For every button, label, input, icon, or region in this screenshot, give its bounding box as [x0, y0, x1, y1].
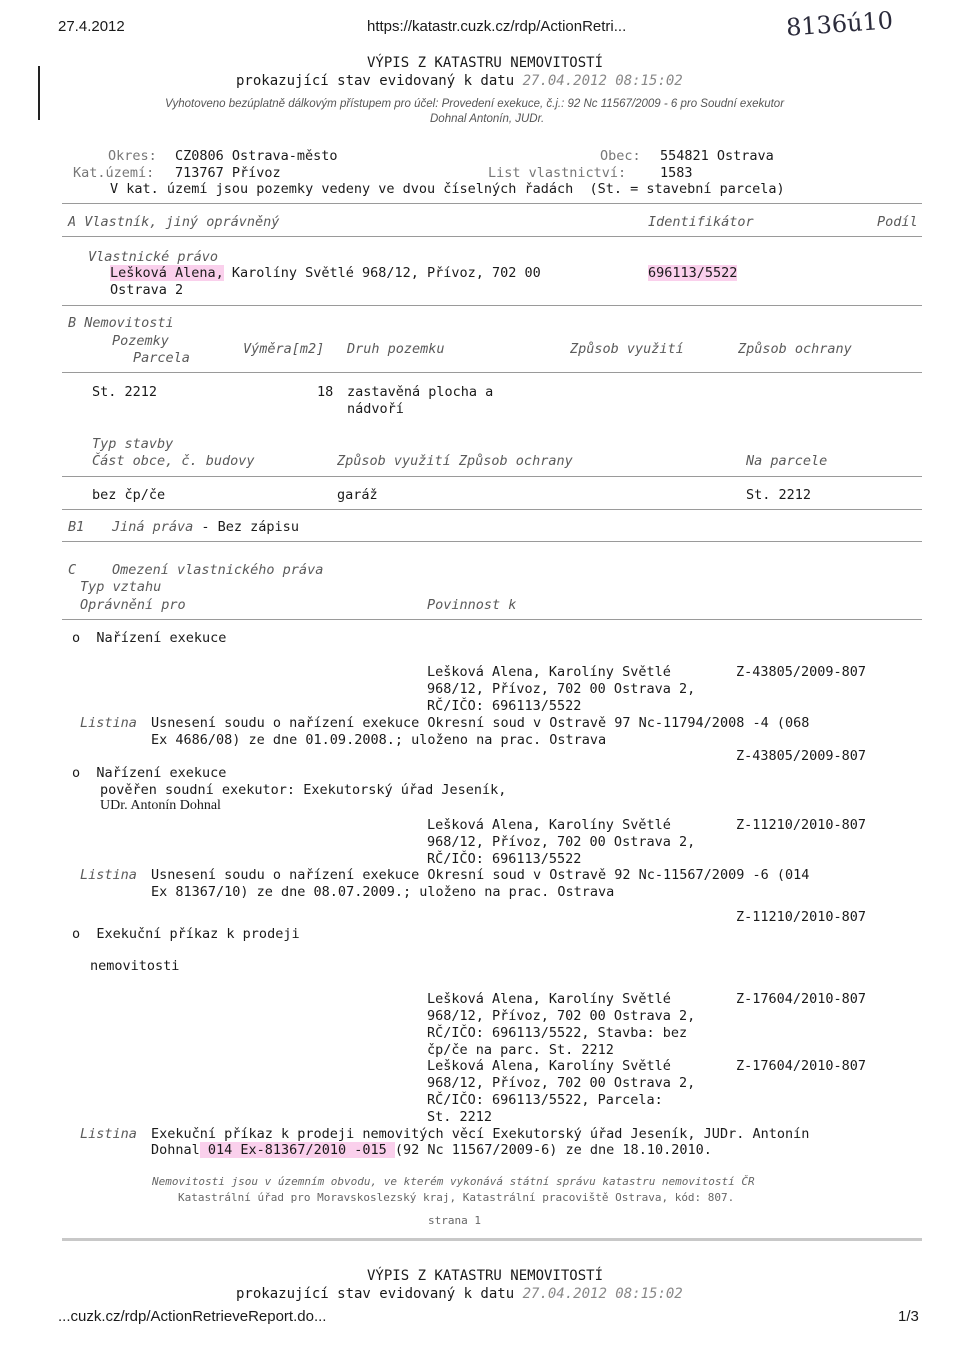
page-count: 1/3 — [898, 1308, 919, 1325]
entry-3-listina: Exekuční příkaz k prodeji nemovitých věcí Exekutorský úřad Jeseník, JUDr. Antonín — [151, 1126, 810, 1142]
owner-line: Lešková Alena, Karolíny Světlé 968/12, Přívoz, 702 00 — [110, 265, 541, 281]
entry-2-listina: Usnesení soudu o nařízení exekuce Okresní soud v Ostravě 92 Nc-11567/2009 -6 (014 — [151, 867, 810, 883]
entry-1-party-2: 968/12, Přívoz, 702 00 Ostrava 2, — [427, 681, 696, 697]
repeat-subtitle: prokazující stav evidovaný k datu 27.04.2012 08:15:02 — [236, 1286, 683, 1302]
cast-obce-header: Část obce, č. budovy — [92, 453, 255, 469]
page-subtitle: prokazující stav evidovaný k datu 27.04.2012 08:15:02 — [236, 73, 683, 89]
entry-2-line-1: pověřen soudní exekutor: Exekutorský úřad Jeseník, — [100, 782, 507, 798]
footer-note-2: Katastrální úřad pro Moravskoslezský kraj, Katastrální pracoviště Ostrava, kód: 807. — [178, 1191, 735, 1204]
entry-3-a-party-4: čp/če na parc. St. 2212 — [427, 1042, 614, 1058]
entry-3-a-party-3: RČ/IČO: 696113/5522, Stavba: bez — [427, 1025, 688, 1041]
owner-address-2: Ostrava 2 — [110, 282, 184, 298]
na-parcele-header: Na parcele — [746, 453, 828, 469]
owner-id: 696113/5522 — [648, 265, 738, 281]
lv-value: 1583 — [660, 165, 693, 181]
purpose-note-2: Dohnal Antonín, JUDr. — [430, 113, 545, 125]
vymera-header: Výměra[m2] — [243, 341, 325, 357]
obec-label: Obec: — [600, 148, 641, 164]
divider — [62, 476, 922, 477]
vyuziti-header: Způsob využití — [570, 341, 684, 357]
right-label: Vlastnické právo — [88, 249, 219, 265]
pozemky-header: Pozemky — [112, 333, 169, 349]
entry-3-a-party: Lešková Alena, Karolíny Světlé — [427, 991, 671, 1007]
ochrany-header: Způsob ochrany — [738, 341, 852, 357]
entry-2-ref-2: Z-11210/2010-807 — [736, 909, 867, 925]
okres-value: CZ0806 Ostrava-město — [175, 148, 338, 164]
parcela-header: Parcela — [133, 350, 190, 366]
entry-2-party: Lešková Alena, Karolíny Světlé — [427, 817, 671, 833]
entry-3-b-party-2: 968/12, Přívoz, 702 00 Ostrava 2, — [427, 1075, 696, 1091]
entry-2-ref: Z-11210/2010-807 — [736, 817, 867, 833]
entry-3-title: o Exekuční příkaz k prodeji — [72, 926, 300, 942]
lv-label: List vlastnictví: — [488, 165, 627, 181]
entry-2-title: o Nařízení exekuce — [72, 765, 227, 781]
repeat-title: VÝPIS Z KATASTRU NEMOVITOSTÍ — [367, 1268, 604, 1284]
building-number: bez čp/če — [92, 487, 166, 503]
kat-value: 713767 Přívoz — [175, 165, 281, 181]
entry-2-listina-label: Listina — [80, 867, 137, 883]
parcel-number: St. 2212 — [92, 384, 158, 400]
section-c-letter: C — [68, 562, 77, 578]
entry-1-ref: Z-43805/2009-807 — [736, 664, 867, 680]
entry-2-party-2: 968/12, Přívoz, 702 00 Ostrava 2, — [427, 834, 696, 850]
entry-3-title-2: nemovitosti — [90, 958, 180, 974]
entry-3-b-ref: Z-17604/2010-807 — [736, 1058, 867, 1074]
entry-1-listina: Usnesení soudu o nařízení exekuce Okresní soud v Ostravě 97 Nc-11794/2008 -4 (068 — [151, 715, 810, 731]
entry-3-b-party-4: St. 2212 — [427, 1109, 493, 1125]
building-use: garáž — [337, 487, 378, 503]
divider — [62, 509, 922, 510]
id-header: Identifikátor — [648, 214, 754, 230]
typ-vztahu-header: Typ vztahu — [80, 579, 162, 595]
land-type-2: nádvoří — [347, 401, 404, 417]
building-parcel: St. 2212 — [746, 487, 812, 503]
entry-3-b-party-3: RČ/IČO: 696113/5522, Parcela: — [427, 1092, 663, 1108]
okres-label: Okres: — [108, 148, 157, 164]
page-break — [62, 1238, 922, 1241]
margin-mark — [38, 66, 40, 120]
entry-1-party: Lešková Alena, Karolíny Světlé — [427, 664, 671, 680]
divider — [62, 541, 922, 542]
footer-note: Nemovitosti jsou v územním obvodu, ve kterém vykonává státní správu katastru nemovitostí ČR — [152, 1175, 755, 1188]
typ-stavby-header: Typ stavby — [92, 436, 174, 452]
entry-2-listina-2: Ex 81367/10) ze dne 08.07.2009.; uloženo na prac. Ostrava — [151, 884, 615, 900]
divider — [62, 619, 922, 620]
opravneni-header: Oprávnění pro — [80, 597, 186, 613]
section-a-title: A Vlastník, jiný oprávněný — [68, 214, 280, 230]
entry-3-a-ref: Z-17604/2010-807 — [736, 991, 867, 1007]
footer-url: ...cuzk.cz/rdp/ActionRetrieveReport.do... — [58, 1308, 327, 1325]
entry-2-line-2: UDr. Antonín Dohnal — [100, 798, 221, 813]
page-number: strana 1 — [428, 1214, 481, 1227]
section-b1-letter: B1 — [68, 519, 85, 535]
divider — [62, 372, 922, 373]
print-url: https://katastr.cuzk.cz/rdp/ActionRetri... — [367, 18, 627, 35]
kat-label: Kat.území: — [73, 165, 155, 181]
print-date: 27.4.2012 — [58, 18, 125, 35]
purpose-note: Vyhotoveno bezúplatně dálkovým přístupem pro účel: Provedení exekuce, č.j.: 92 Nc 11567/2009 - 6 pro Soudní exekutor — [165, 98, 785, 110]
druh-header: Druh pozemku — [347, 341, 445, 357]
parcel-area: 18 — [317, 384, 334, 400]
entry-1-title: o Nařízení exekuce — [72, 630, 227, 646]
entry-1-listina-label: Listina — [80, 715, 137, 731]
kat-note: V kat. území jsou pozemky vedeny ve dvou číselných řadách (St. = stavební parcela) — [110, 181, 785, 197]
divider — [62, 236, 922, 237]
entry-1-ref-2: Z-43805/2009-807 — [736, 748, 867, 764]
section-c-title: Omezení vlastnického práva — [112, 562, 324, 578]
page-title: VÝPIS Z KATASTRU NEMOVITOSTÍ — [367, 55, 604, 71]
obec-value: 554821 Ostrava — [660, 148, 774, 164]
entry-1-listina-2: Ex 4686/08) ze dne 01.09.2008.; uloženo na prac. Ostrava — [151, 732, 607, 748]
entry-2-party-3: RČ/IČO: 696113/5522 — [427, 851, 582, 867]
entry-3-b-party: Lešková Alena, Karolíny Světlé — [427, 1058, 671, 1074]
povinnost-header: Povinnost k — [427, 597, 517, 613]
section-b-title: B Nemovitosti — [68, 315, 174, 331]
handwritten-mark: 8136ú10 — [785, 6, 894, 42]
section-b1-title: Jiná práva - Bez zápisu — [112, 519, 299, 535]
divider — [62, 203, 922, 204]
entry-3-listina-label: Listina — [80, 1126, 137, 1142]
stavba-vyuziti-header: Způsob využití Způsob ochrany — [337, 453, 573, 469]
entry-3-listina-2: Dohnal 014 Ex-81367/2010 -015 (92 Nc 11567/2009-6) ze dne 18.10.2010. — [151, 1142, 712, 1158]
divider — [62, 305, 922, 306]
entry-1-party-3: RČ/IČO: 696113/5522 — [427, 698, 582, 714]
entry-3-a-party-2: 968/12, Přívoz, 702 00 Ostrava 2, — [427, 1008, 696, 1024]
land-type: zastavěná plocha a — [347, 384, 494, 400]
share-header: Podíl — [877, 214, 918, 230]
